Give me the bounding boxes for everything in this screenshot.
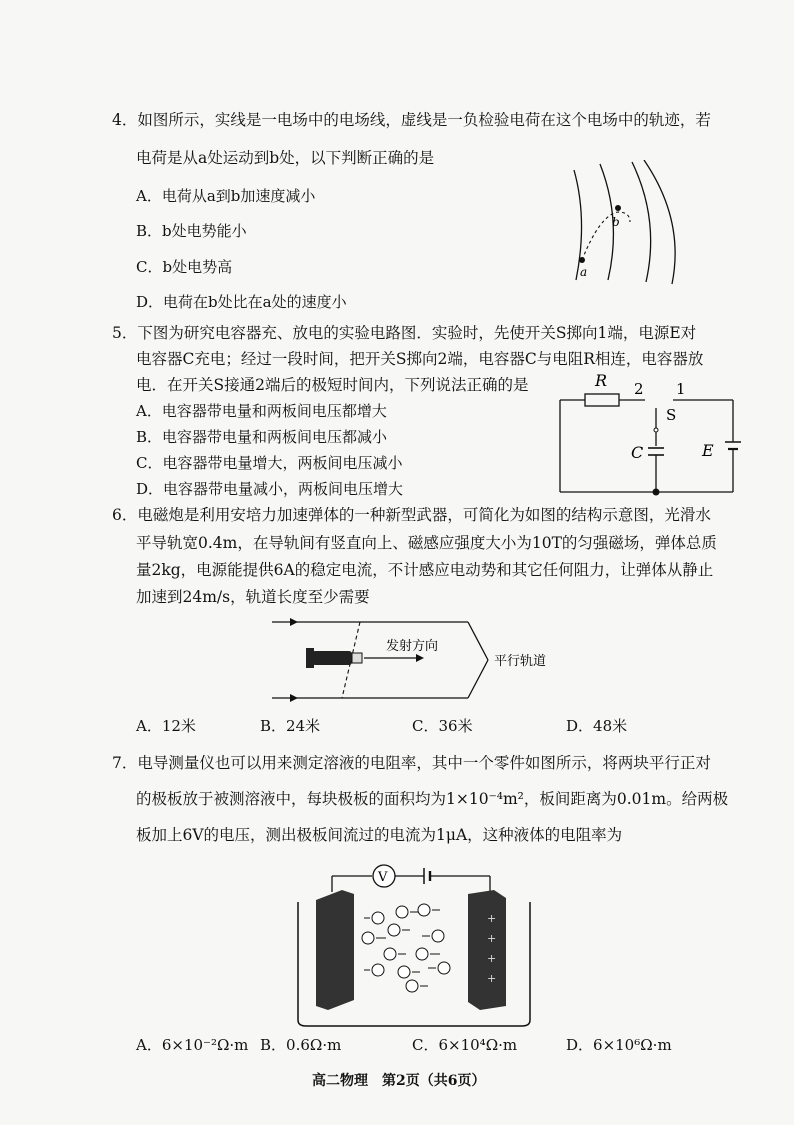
q6-stem-line4: 加速到24m/s，轨道长度至少需要 [136,588,370,606]
svg-text:+: + [487,972,497,985]
q6-option-c: C．36米 [412,717,473,735]
q6-option-b: B．24米 [260,717,321,735]
svg-text:+: + [487,952,497,965]
q5-stem-line2: 电容器C充电；经过一段时间，把开关S掷向2端，电容器C与电阻R相连，电容器放 [136,350,704,368]
q5-label-C: C [631,443,644,462]
q5-label-E: E [702,441,714,460]
q5-label-1: 1 [676,380,686,398]
q5-option-d: D．电容器带电量减小，两板间电压增大 [136,480,404,498]
q6-stem-line3: 量2kg，电源能提供6A的稳定电流，不计感应电动势和其它任何阻力，让弹体从静止 [136,561,714,579]
q6-railgun-figure [268,610,568,710]
q4-option-b: B．b处电势能小 [136,222,247,240]
q5-label-R: R [595,371,608,390]
q6-rail-label: 平行轨道 [494,654,547,669]
q5-option-c: C．电容器带电量增大，两板间电压减小 [136,454,403,472]
q5-option-a: A．电容器带电量和两板间电压都增大 [136,402,387,420]
q7-option-d: D．6×10⁶Ω·m [566,1036,672,1054]
q5-option-b: B．电容器带电量和两板间电压都减小 [136,428,388,446]
q7-cell-figure [294,860,534,1030]
q5-label-S: S [666,406,677,424]
q4-label-b: b [612,215,620,229]
svg-text:+: + [487,912,497,925]
q5-circuit-figure [555,368,745,500]
q5-stem-line3: 电．在开关S接通2端后的极短时间内，下列说法正确的是 [136,376,529,394]
q4-option-a: A．电荷从a到b加速度减小 [136,187,316,205]
q7-stem-line2: 的极板放于被测溶液中，每块极板的面积均为1×10⁻⁴m²，板间距离为0.01m。给两极 [136,790,729,808]
q7-option-a: A．6×10⁻²Ω·m [136,1036,249,1054]
q4-field-figure [560,160,690,285]
q7-stem-line1: 7．电导测量仪也可以用来测定溶液的电阻率，其中一个零件如图所示，将两块平行正对 [112,754,711,772]
q6-option-a: A．12米 [136,717,196,735]
q6-stem-line2: 平导轨宽0.4m，在导轨间有竖直向上、磁感应强度大小为10T的匀强磁场，弹体总质 [136,534,717,552]
q5-stem-line1: 5．下图为研究电容器充、放电的实验电路图．实验时，先使开关S掷向1端，电源E对 [112,324,697,342]
q4-stem-line2: 电荷是从a处运动到b处，以下判断正确的是 [136,149,435,167]
q4-option-c: C．b处电势高 [136,258,233,276]
q7-option-c: C．6×10⁴Ω·m [412,1036,518,1054]
q4-stem-line1: 4．如图所示，实线是一电场中的电场线，虚线是一负检验电荷在这个电场中的轨迹，若 [112,111,711,129]
page-footer: 高二物理 第2页（共6页） [312,1073,486,1089]
q6-option-d: D．48米 [566,717,628,735]
svg-text:+: + [487,932,497,945]
q7-option-b: B．0.6Ω·m [260,1036,342,1054]
q6-stem-line1: 6．电磁炮是利用安培力加速弹体的一种新型武器，可简化为如图的结构示意图，光滑水 [112,506,711,524]
q7-stem-line3: 板加上6V的电压，测出极板间流过的电流为1μA，这种液体的电阻率为 [136,826,623,844]
q7-voltmeter-label: V [378,870,388,885]
q6-direction-label: 发射方向 [386,639,439,654]
q4-option-d: D．电荷在b处比在a处的速度小 [136,293,347,311]
q5-label-2: 2 [634,380,644,398]
q4-label-a: a [580,265,588,279]
